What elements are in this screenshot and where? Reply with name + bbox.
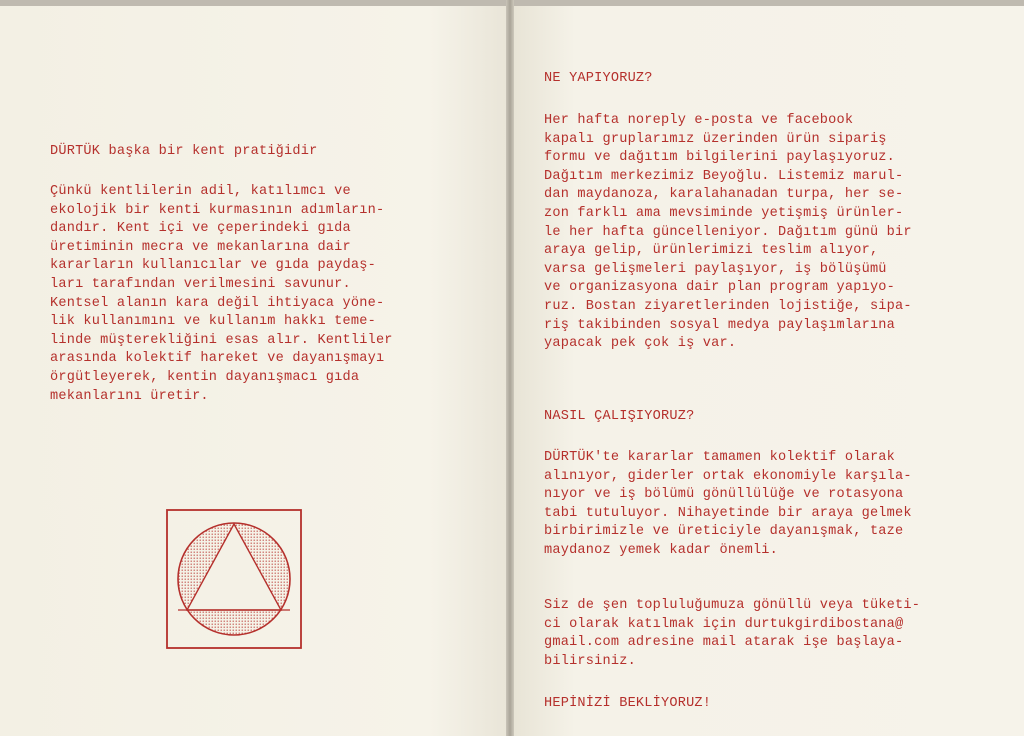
text-line: bilirsiniz. — [544, 653, 636, 669]
text-line: nıyor ve iş bölümü gönüllülüğe ve rotasyona — [544, 487, 904, 503]
section-title-what-we-do: NE YAPIYORUZ? — [544, 71, 653, 86]
triangle-in-circle-stamp-icon — [163, 506, 305, 652]
text-line: Çünkü kentlilerin adil, katılımcı ve — [50, 184, 351, 199]
text-line: ve organizasyona dair plan program yapıyo- — [544, 280, 896, 296]
text-line: linde müşterekliğini esas alır. Kentliler — [50, 332, 393, 348]
text-line: Siz de şen topluluğumuza gönüllü veya tüketi- — [544, 598, 921, 613]
text-line: kapalı gruplarımız üzerinden ürün sipariş — [544, 131, 887, 147]
text-line: le her hafta güncelleniyor. Dağıtım günü bir — [544, 224, 912, 240]
section-body-how-we-work — [544, 449, 912, 561]
text-line: üretiminin mecra ve mekanlarına dair — [50, 239, 351, 255]
text-line: ruz. Bostan ziyaretlerinden lojistiğe, sipa- — [544, 298, 912, 314]
text-line: arasında kolektif hareket ve dayanışmayı — [50, 351, 385, 367]
left-page — [0, 6, 506, 736]
section-body-join-us — [544, 597, 920, 671]
text-line: tabi tutuluyor. Nihayetinde bir araya gelmek — [544, 505, 912, 521]
text-line: mekanlarını üretir. — [50, 388, 209, 404]
section-body-what-we-do — [544, 112, 912, 354]
text-line: maydanoz yemek kadar önemli. — [544, 542, 779, 558]
text-line: ci olarak katılmak için durtukgirdibostana@ — [544, 616, 904, 632]
text-line: varsa gelişmeleri paylaşıyor, iş bölüşümü — [544, 261, 887, 277]
left-heading: DÜRTÜK başka bir kent pratiğidir — [50, 144, 318, 159]
text-line: örgütleyerek, kentin dayanışmacı gıda — [50, 369, 360, 385]
text-line: riş takibinden sosyal medya paylaşımlarına — [544, 317, 896, 333]
page-gutter — [506, 0, 514, 736]
text-line: dandır. Kent içi ve çeperindeki gıda — [50, 221, 351, 237]
text-line: Dağıtım merkezimiz Beyoğlu. Listemiz marul- — [544, 168, 904, 184]
text-line: dan maydanoza, karalahanadan turpa, her se- — [544, 187, 904, 203]
closing-line: HEPİNİZİ BEKLİYORUZ! — [544, 696, 712, 711]
text-line: araya gelip, ürünlerimizi teslim alıyor, — [544, 243, 879, 259]
text-line: Kentsel alanın kara değil ihtiyaca yöne- — [50, 295, 385, 311]
text-line: yapacak pek çok iş var. — [544, 336, 737, 352]
left-paragraph — [50, 183, 393, 406]
text-line: zon farklı ama mevsiminde yetişmiş ürünler- — [544, 205, 904, 221]
text-line: DÜRTÜK'te kararlar tamamen kolektif olarak — [544, 450, 896, 465]
section-title-how-we-work: NASIL ÇALIŞIYORUZ? — [544, 409, 695, 424]
text-line: birbirimizle ve üreticiyle dayanışmak, taze — [544, 524, 904, 540]
text-line: ları tarafından verilmesini savunur. — [50, 276, 351, 292]
text-line: ekolojik bir kenti kurmasının adımların- — [50, 202, 385, 218]
text-line: alınıyor, giderler ortak ekonomiyle karşıla- — [544, 468, 912, 484]
text-line: formu ve dağıtım bilgilerini paylaşıyoruz. — [544, 150, 896, 166]
text-line: gmail.com adresine mail atarak işe başlaya- — [544, 635, 904, 651]
right-page — [514, 6, 1024, 736]
text-line: Her hafta noreply e-posta ve facebook — [544, 113, 854, 128]
text-line: kararların kullanıcılar ve gıda paydaş- — [50, 258, 376, 274]
text-line: lik kullanımını ve kullanım hakkı teme- — [50, 314, 376, 330]
